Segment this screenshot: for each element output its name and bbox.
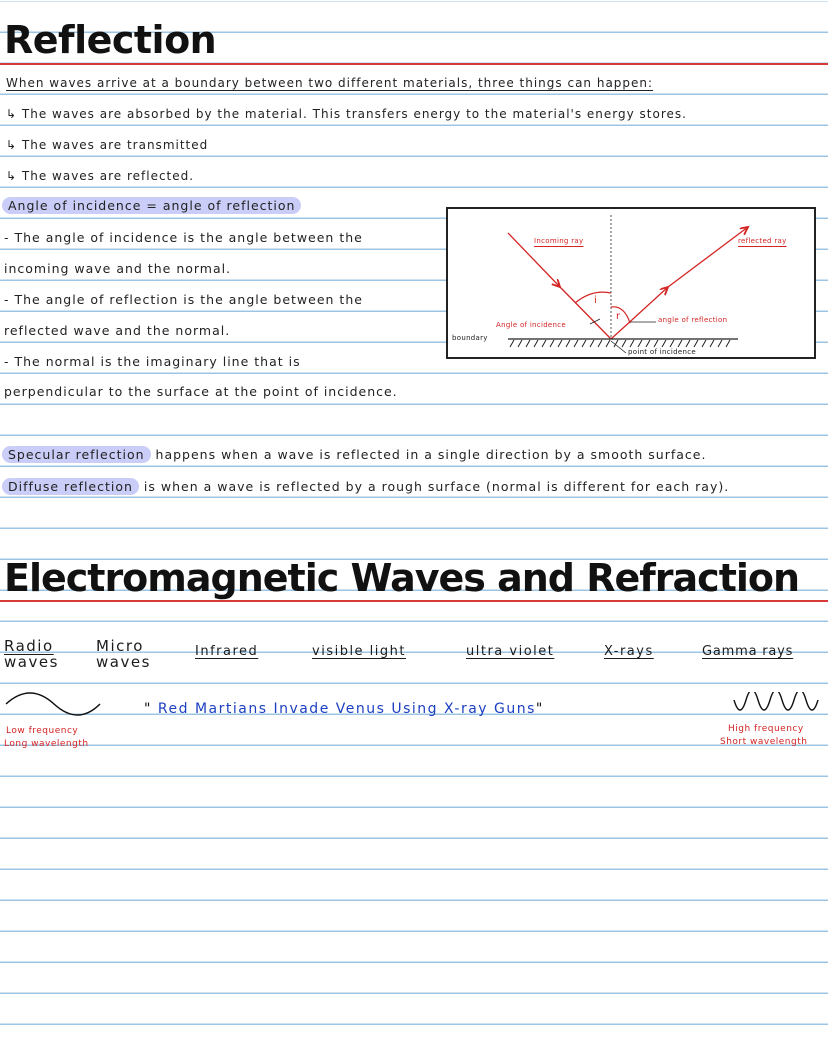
spectrum-infrared: Infrared [195, 644, 259, 659]
point-pointer [611, 341, 626, 353]
reflection-diagram [446, 207, 816, 359]
diffuse-term: Diffuse reflection [2, 478, 139, 495]
angle-r-symbol: r [616, 311, 621, 322]
spectrum-radio-line2: waves [4, 653, 59, 671]
spectrum-radio [4, 638, 59, 670]
incoming-ray-label: Incoming ray [534, 237, 584, 245]
specular-text: happens when a wave is reflected in a single direction by a smooth surface. [155, 447, 707, 462]
spectrum-xrays: X-rays [604, 644, 654, 659]
high-frequency-label: High frequency [728, 724, 804, 734]
em-title: Electromagnetic Waves and Refraction [4, 556, 800, 600]
spectrum-micro [96, 638, 151, 670]
reflected-ray-b [668, 227, 748, 287]
reflection-title: Reflection [4, 18, 217, 62]
spectrum-gamma: Gamma rays [702, 644, 794, 659]
incoming-ray-tail [560, 287, 611, 339]
reflection-intro: When waves arrive at a boundary between two different materials, three things can happen: [6, 76, 654, 90]
law-highlight: Angle of incidence = angle of reflection [2, 197, 301, 214]
point-of-incidence-label: point of incidence [628, 348, 696, 356]
title-rule [0, 63, 828, 65]
arrow-icon: ↳ [6, 169, 18, 183]
point-transmitted [6, 138, 208, 152]
spectrum-radio-line1: Radio [4, 637, 54, 655]
spectrum-micro-line1: Micro [96, 637, 144, 655]
diffuse-text: is when a wave is reflected by a rough surface (normal is different for each ray). [143, 479, 730, 494]
spectrum-ultraviolet: ultra violet [466, 644, 555, 659]
low-frequency-wave-icon [4, 688, 102, 724]
reflected-ray-label: reflected ray [738, 237, 787, 245]
mnemonic-open-quote: " [144, 701, 152, 717]
definition-line-2: incoming wave and the normal. [4, 261, 232, 276]
spectrum-visible: visible light [312, 644, 406, 659]
arrow-icon: ↳ [6, 138, 18, 152]
mnemonic [144, 701, 544, 717]
spectrum-micro-line2: waves [96, 653, 151, 671]
high-frequency-wave-icon [732, 692, 824, 720]
angle-incidence-label: Angle of incidence [496, 321, 567, 329]
angle-i-symbol: i [594, 295, 597, 306]
point-absorbed [6, 107, 687, 121]
diffuse-reflection [2, 479, 729, 494]
definition-line-3: - The angle of reflection is the angle between the [4, 292, 363, 307]
angle-reflection-label: angle of reflection [658, 316, 728, 324]
em-title-rule [0, 600, 828, 602]
point-text: The waves are absorbed by the material. This transfers energy to the material's energy stores. [21, 107, 687, 121]
point-text: The waves are transmitted [21, 138, 209, 152]
low-frequency-label: Low frequency [6, 726, 79, 736]
specular-term: Specular reflection [2, 446, 151, 463]
short-wavelength-label: Short wavelength [720, 737, 808, 747]
boundary-hatching [510, 340, 730, 347]
angle-r-arc [611, 307, 630, 323]
angle-i-arc [575, 292, 611, 303]
law-of-reflection [2, 198, 301, 213]
point-text: The waves are reflected. [21, 169, 195, 183]
mnemonic-text: Red Martians Invade Venus Using X-ray Guns [157, 701, 536, 717]
mnemonic-close-quote: " [535, 701, 544, 717]
point-reflected [6, 169, 194, 183]
definition-line-6: perpendicular to the surface at the point of incidence. [4, 384, 398, 399]
definition-line-1: - The angle of incidence is the angle between the [4, 230, 363, 245]
arrow-icon: ↳ [6, 107, 18, 121]
reflection-diagram-svg [448, 209, 814, 357]
definition-line-4: reflected wave and the normal. [4, 323, 231, 338]
definition-line-5: - The normal is the imaginary line that is [4, 354, 301, 369]
long-wavelength-label: Long wavelength [4, 739, 89, 749]
boundary-label: boundary [452, 334, 488, 342]
specular-reflection [2, 447, 706, 462]
